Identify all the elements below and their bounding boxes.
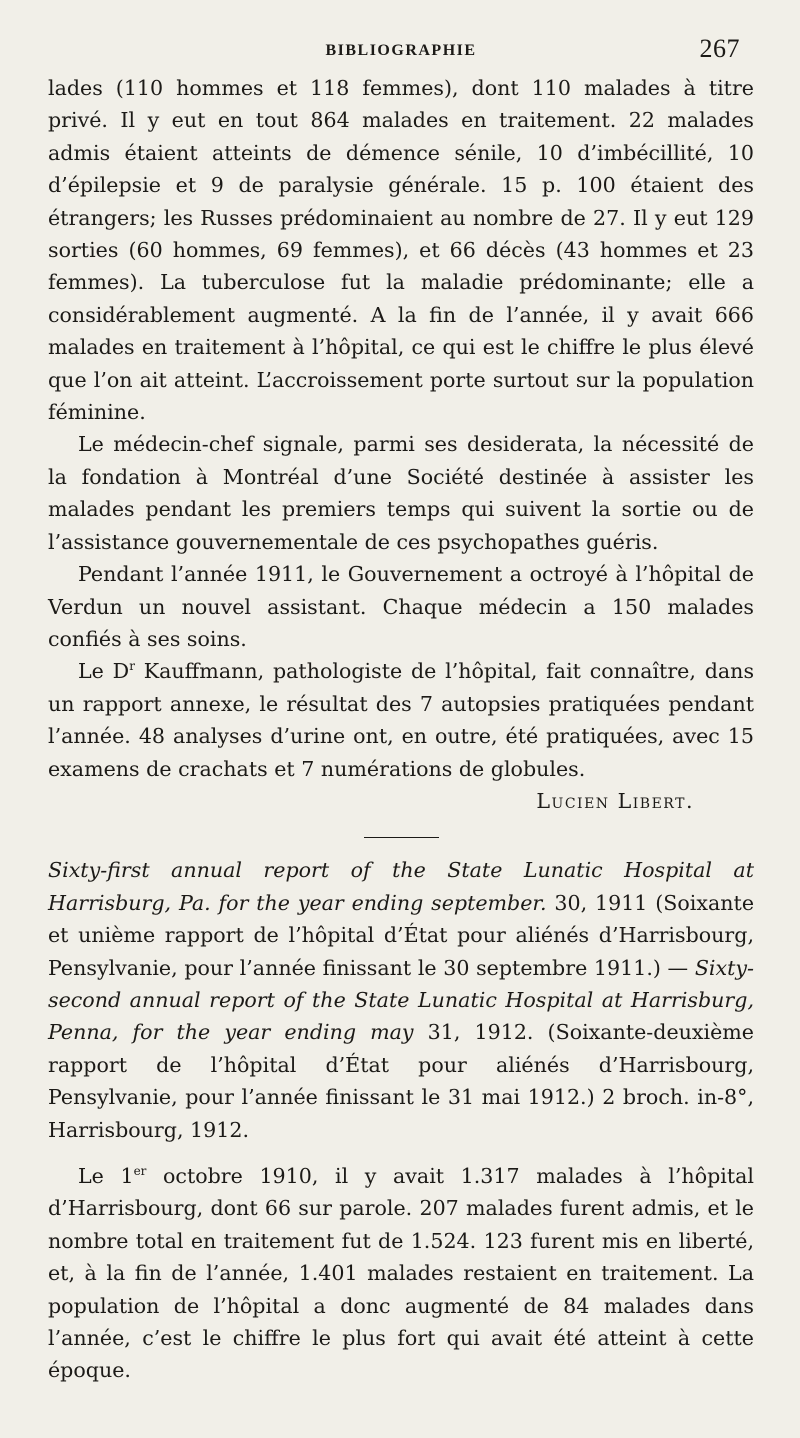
paragraph-continuation: lades (110 hommes et 118 femmes), dont 110 malades à titre privé. Il y eut en tout 864 malades en traitement. 22 malades admis étaient atteints de démence sénile, 10 d’imbécillité, 10 d’épilepsie et 9 de paralysie générale. 15 p. 100 étaient des étrangers; les Russes prédominaient au nombre de 27. Il y eut 129 sorties (60 hommes, 69 femmes), et 66 décès (43 hommes et 23 femmes). La tuberculose fut la maladie prédominante; elle a considérablement augmenté. A la fin de l’année, il y avait 666 malades en traitement à l’hôpital, ce qui est le chiffre le plus élevé que l’on ait atteint. L’accroissement porte surtout sur la population féminine.: [48, 76, 754, 425]
report-details-2: 31, 1912. (Soixante-deuxième rapport de l’hôpital d’État pour aliénés d’Harrisbourg, Pensylvanie, pour l’année finissant le 31 mai 1912.) 2 broch. in-8°, Harrisbourg, 1912.: [48, 1020, 754, 1142]
bibliographic-reference: [48, 854, 754, 1146]
paragraph-kauffmann-rest: Kauffmann, pathologiste de l’hôpital, fait connaître, dans un rapport annexe, le résultat des 7 autopsies pratiquées pendant l’année. 48 analyses d’urine ont, en outre, été pratiquées, avec 15 examens de crachats et 7 numérations de globules.: [48, 659, 755, 781]
running-head: [48, 28, 754, 72]
page-number: 267: [699, 34, 740, 63]
paragraph-desiderata: Le médecin-chef signale, parmi ses desiderata, la nécessité de la fondation à Montréal d’une Société destinée à assister les malades pendant les premiers temps qui suivent la sortie ou de l’assistance gouvernementale de ces psychopathes guéris.: [48, 432, 754, 554]
paragraph-kauffmann: [48, 655, 754, 785]
report-title-2: Sixty-second annual report of the State Lunatic Hospital at Harrisburg, Penna, for the year ending may: [48, 955, 754, 1045]
ordinal-superscript: er: [133, 1164, 147, 1179]
running-title: BIBLIOGRAPHIE: [325, 42, 477, 59]
paragraph-harrisbourg: [48, 1160, 754, 1387]
report-details-1: 30, 1911 (Soixante et unième rapport de l’hôpital d’État pour aliénés d’Harrisbourg, Pensylvanie, pour l’année finissant le 30 septembre 1911.) —: [48, 890, 755, 980]
paragraph-verdun-assistant: Pendant l’année 1911, le Gouvernement a octroyé à l’hôpital de Verdun un nouvel assistant. Chaque médecin a 150 malades confiés à ses soins.: [48, 562, 754, 651]
paragraph-harrisbourg-start: Le 1: [78, 1164, 134, 1188]
section-divider: [364, 837, 439, 838]
paragraph-harrisbourg-rest: octobre 1910, il y avait 1.317 malades à l’hôpital d’Harrisbourg, dont 66 sur parole. 207 malades furent admis, et le nombre total en traitement fut de 1.524. 123 furent mis en liberté, et, à la fin de l’année, 1.401 malades restaient en traitement. La population de l’hôpital a donc augmenté de 84 malades dans l’année, c’est le chiffre le plus fort qui avait été atteint à cette époque.: [48, 1164, 754, 1383]
body-text: [48, 72, 754, 1387]
doctor-superscript: r: [129, 659, 135, 674]
paragraph-kauffmann-start: Le D: [78, 659, 130, 684]
report-title-1: Sixty-first annual report of the State Lunatic Hospital at Harrisburg, Pa. for the year ending september.: [48, 858, 754, 915]
author-signature: Lucien Libert.: [536, 788, 694, 813]
